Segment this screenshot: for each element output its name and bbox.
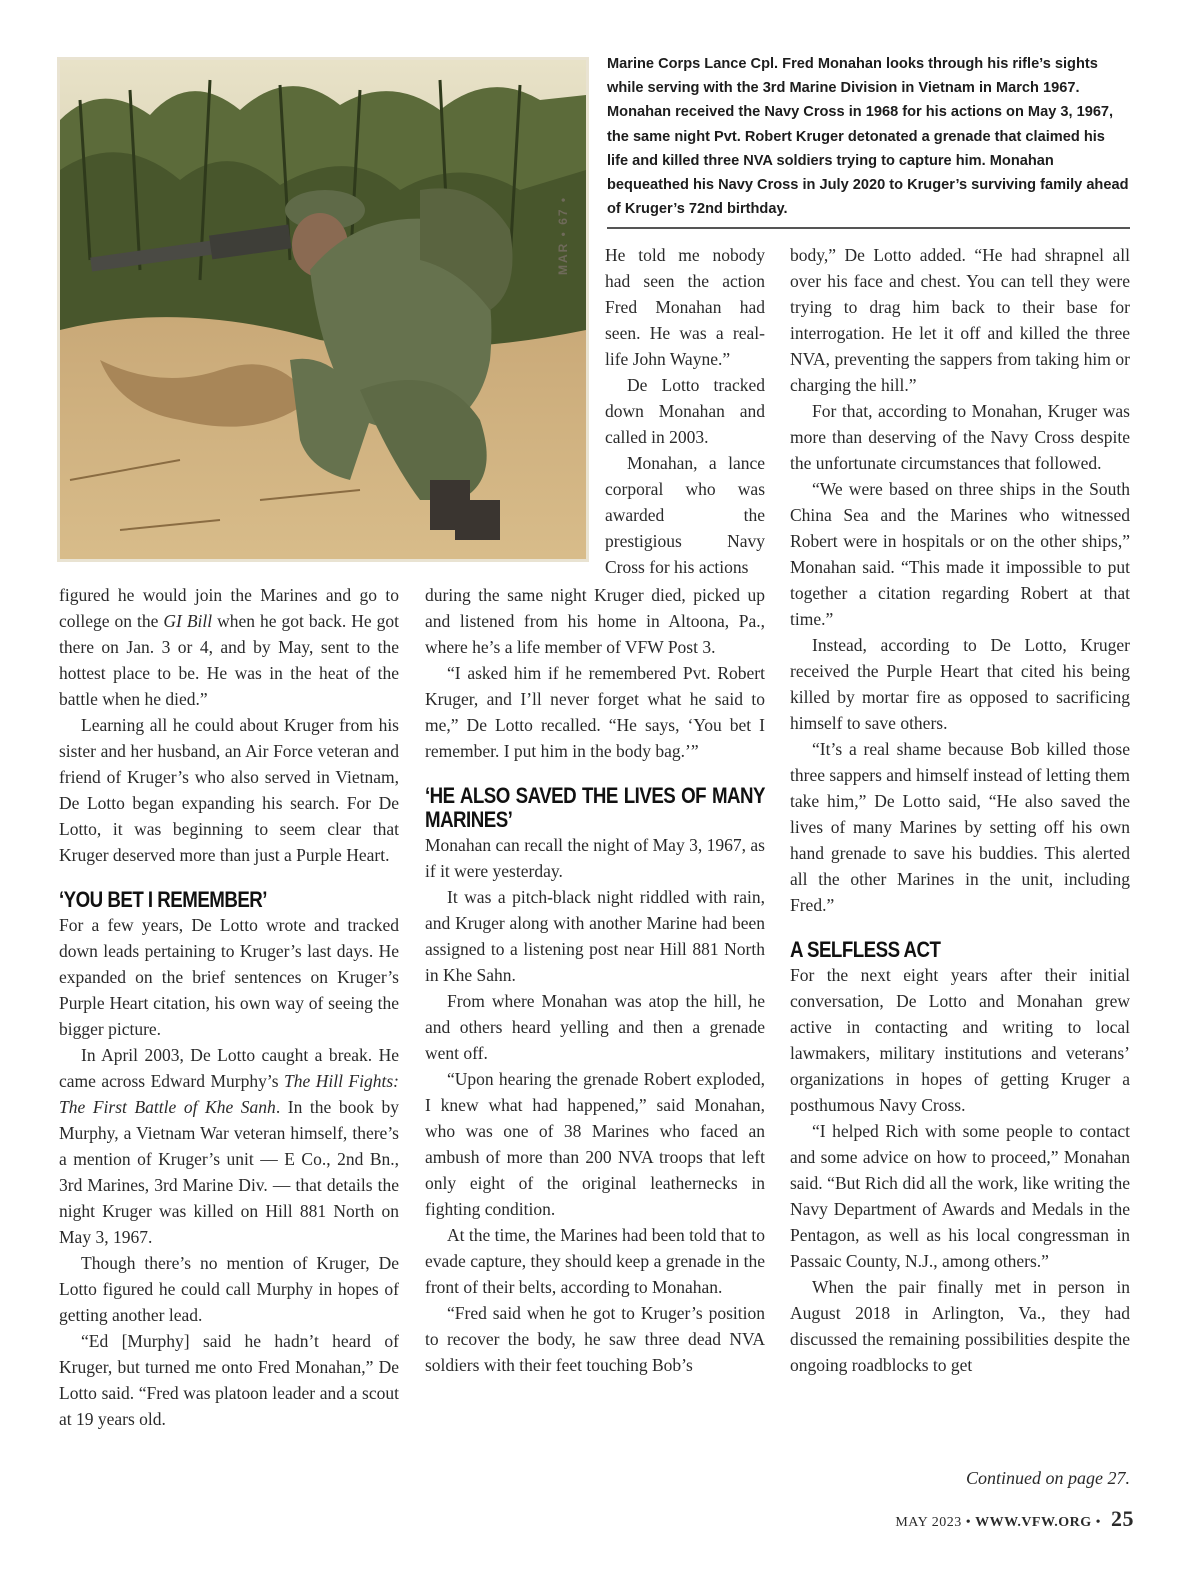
paragraph: body,” De Lotto added. “He had shrapnel all over his face and chest. You can tell they were trying to drag him back to their base for interrogation. He let it off and killed the three NVA, preventing the sappers from taking him or charging the hill.”: [790, 245, 1130, 395]
column-3: [790, 242, 1130, 1378]
separator: •: [965, 1515, 972, 1530]
section-heading: A SELFLESS ACT: [790, 937, 941, 962]
website-link[interactable]: WWW.VFW.ORG: [975, 1515, 1092, 1530]
paragraph: “Fred said when he got to Kruger’s position to recover the body, he saw three dead NVA soldiers with their feet touching Bob’s: [425, 1303, 765, 1375]
column-2-top: [605, 242, 765, 580]
column-1: [59, 582, 399, 1432]
paragraph: Monahan can recall the night of May 3, 1967, as if it were yesterday.: [425, 835, 765, 881]
paragraph: Instead, according to De Lotto, Kruger received the Purple Heart that cited his being killed by mortar fire as opposed to sacrificing himself to save others.: [790, 635, 1130, 733]
paragraph: He told me nobody had seen the action Fred Monahan had seen. He was a real-life John Wayne.”: [605, 245, 765, 369]
issue-date: MAY 2023: [895, 1515, 962, 1530]
paragraph: For the next eight years after their initial conversation, De Lotto and Monahan grew active in contacting and writing to local lawmakers, military institutions and veterans’ organizations in hopes of getting Kruger a posthumous Navy Cross.: [790, 965, 1130, 1115]
paragraph: De Lotto tracked down Monahan and called in 2003.: [605, 375, 765, 447]
paragraph: In April 2003, De Lotto caught a break. He came across Edward Murphy’s The Hill Fights: The First Battle of Khe Sanh. In the book by Murphy, a Vietnam War veteran himself, there’s a mention of Kruger’s unit — E Co., 2nd Bn., 3rd Marines, 3rd Marine Div. — that details the night Kruger was killed on Hill 881 North on May 3, 1967.: [59, 1045, 399, 1247]
page-footer: [895, 1506, 1134, 1532]
column-2: [425, 582, 765, 1378]
paragraph: “I asked him if he remembered Pvt. Robert Kruger, and I’ll never forget what he said to me,” De Lotto recalled. “He says, ‘You bet I remember. I put him in the body bag.’”: [425, 663, 765, 761]
paragraph: For a few years, De Lotto wrote and tracked down leads pertaining to Kruger’s last days. He expanded on the brief sentences on Kruger’s Purple Heart citation, his own way of seeing the bigger picture.: [59, 915, 399, 1039]
paragraph: From where Monahan was atop the hill, he and others heard yelling and then a grenade went off.: [425, 991, 765, 1063]
page-number: 25: [1111, 1506, 1134, 1531]
paragraph: When the pair finally met in person in August 2018 in Arlington, Va., they had discussed the remaining possibilities despite the ongoing roadblocks to get: [790, 1277, 1130, 1375]
photo-caption: Marine Corps Lance Cpl. Fred Monahan looks through his rifle’s sights while serving with the 3rd Marine Division in Vietnam in March 1967. Monahan received the Navy Cross in 1968 for his actions on May 3, 1967, the same night Pvt. Robert Kruger detonated a grenade that claimed his life and killed three NVA soldiers trying to capture him. Monahan bequeathed his Navy Cross in July 2020 to Kruger’s surviving family ahead of Kruger’s 72nd birthday.: [607, 52, 1130, 229]
section-heading: ‘YOU BET I REMEMBER’: [59, 887, 267, 912]
paragraph: “We were based on three ships in the South China Sea and the Marines who witnessed Robert were in hospitals or on the other ships,” Monahan said. “This made it impossible to put together a citation regarding Robert at that time.”: [790, 479, 1130, 629]
separator: •: [1095, 1515, 1101, 1530]
paragraph: during the same night Kruger died, picked up and listened from his home in Altoona, Pa., where he’s a life member of VFW Post 3.: [425, 585, 765, 657]
photo-date-stamp: MAR • 67 •: [556, 195, 570, 275]
paragraph: figured he would join the Marines and go to college on the GI Bill when he got back. He got there on Jan. 3 or 4, and by May, sent to the hottest place to be. He was in the heat of the battle when he died.”: [59, 585, 399, 709]
paragraph: For that, according to Monahan, Kruger was more than deserving of the Navy Cross despite the unfortunate circumstances that followed.: [790, 401, 1130, 473]
paragraph: Learning all he could about Kruger from his sister and her husband, an Air Force veteran and friend of Kruger’s who also served in Vietnam, De Lotto began expanding his search. For De Lotto, it was beginning to seem clear that Kruger deserved more than just a Purple Heart.: [59, 715, 399, 865]
paragraph: “Upon hearing the grenade Robert exploded, I knew what had happened,” said Monahan, who was one of 38 Marines who faced an ambush of more than 200 NVA troops that left only eight of the original leathernecks in fighting condition.: [425, 1069, 765, 1219]
section-heading: ‘HE ALSO SAVED THE LIVES OF MANY MARINES’: [425, 783, 765, 832]
paragraph: Though there’s no mention of Kruger, De Lotto figured he could call Murphy in hopes of getting another lead.: [59, 1253, 399, 1325]
paragraph: It was a pitch-black night riddled with rain, and Kruger along with another Marine had been assigned to a listening post near Hill 881 North in Khe Sahn.: [425, 887, 765, 985]
paragraph: “I helped Rich with some people to contact and some advice on how to proceed,” Monahan said. “But Rich did all the work, like writing the Navy Department of Awards and Medals in the Pentagon, as well as his local congressman in Passaic County, N.J., among others.”: [790, 1121, 1130, 1271]
continued-note: Continued on page 27.: [966, 1468, 1130, 1488]
article-photo: [57, 57, 589, 562]
paragraph: At the time, the Marines had been told that to evade capture, they should keep a grenade in the front of their belts, according to Monahan.: [425, 1225, 765, 1297]
paragraph: Monahan, a lance corporal who was awarded the prestigious Navy Cross for his actions: [605, 453, 765, 577]
paragraph: “It’s a real shame because Bob killed those three sappers and himself instead of letting them take him,” De Lotto said, “He also saved the lives of many Marines by setting off his own hand grenade to save his buddies. This alerted all the other Marines in the unit, including Fred.”: [790, 739, 1130, 915]
paragraph: “Ed [Murphy] said he hadn’t heard of Kruger, but turned me onto Fred Monahan,” De Lotto said. “Fred was platoon leader and a scout at 19 years old.: [59, 1331, 399, 1429]
vietnam-marine-rifle-photo: [60, 60, 586, 559]
